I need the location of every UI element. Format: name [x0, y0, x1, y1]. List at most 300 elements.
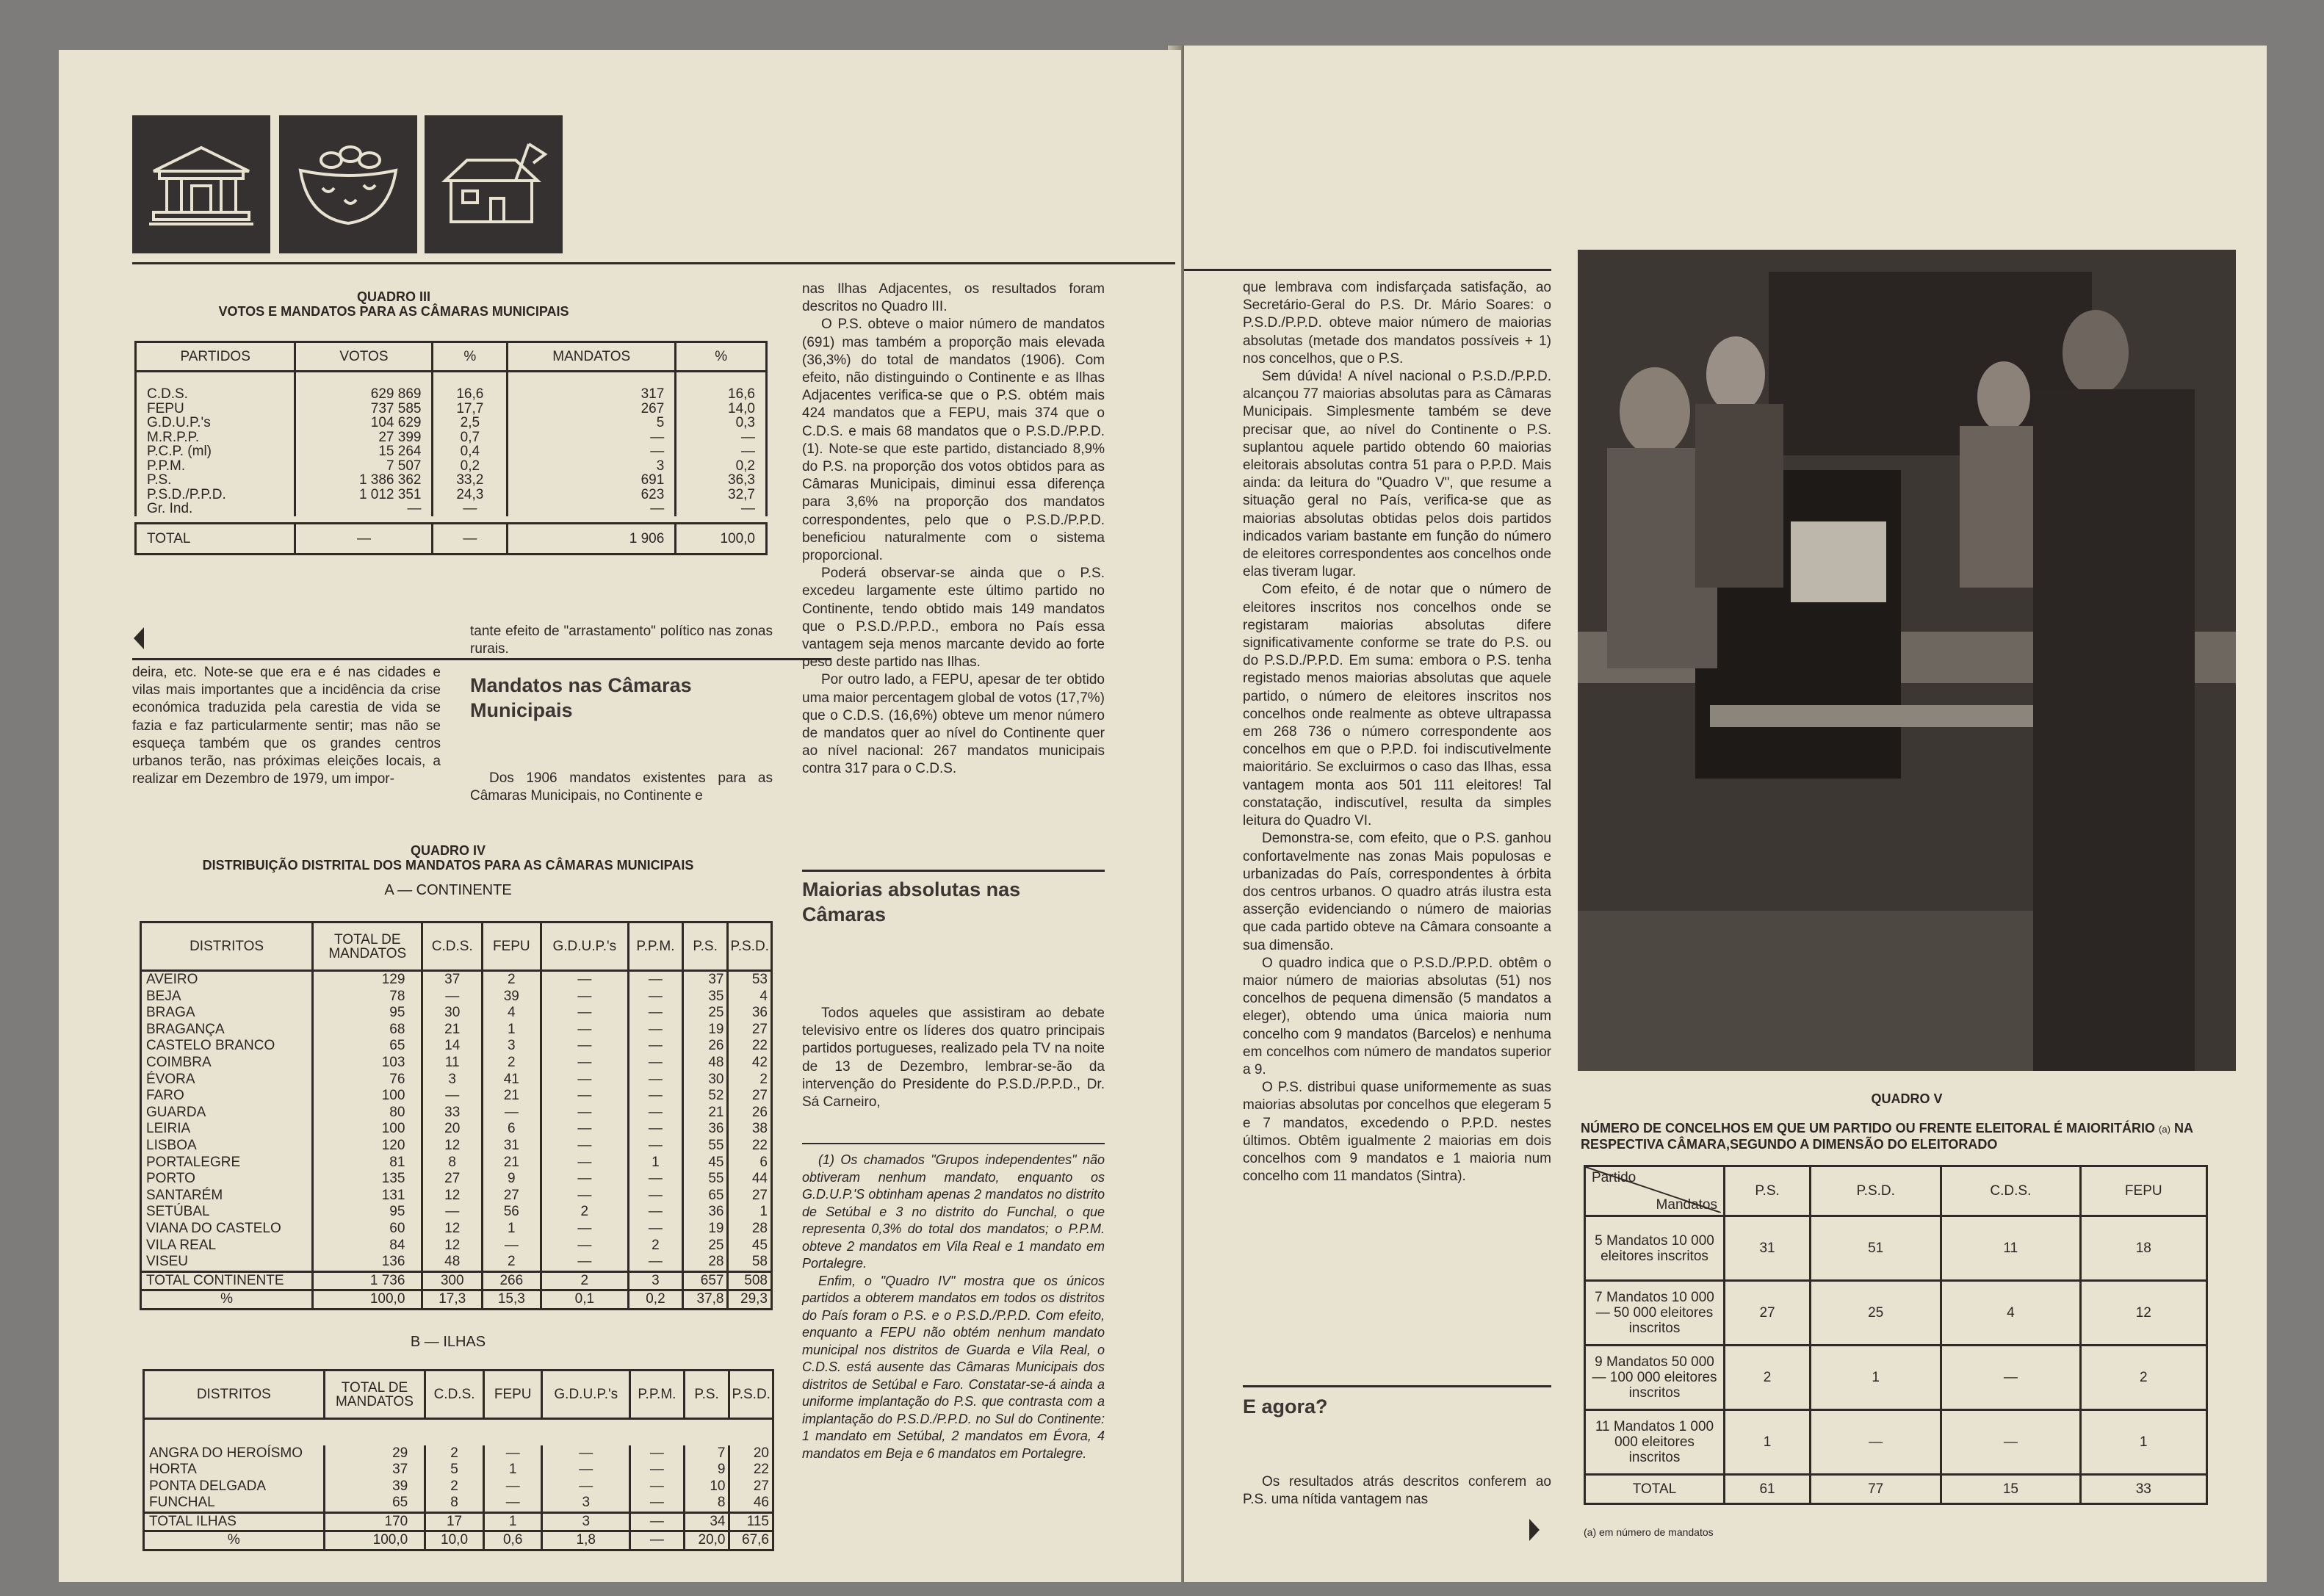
- table-cell: 10,0: [425, 1531, 484, 1550]
- top-rule: [1184, 269, 1551, 271]
- right-page: [1184, 46, 2267, 1582]
- paragraph: deira, etc. Note-se que era e é nas cidades e vilas mais importantes que a incidência da crise económica traduzida pela carestia de vida se fazia e faz particularmente sentir; mas não se esqueça também que os grandes centros urbanos terão, nas próximas eleições locais, a realizar em Dezembro de 1979, um impor-: [132, 665, 441, 787]
- table-cell: —: [541, 1038, 628, 1055]
- table-cell: 12: [2080, 1281, 2206, 1346]
- quadro-5-table: [1584, 1165, 2208, 1505]
- table-cell: VIANA DO CASTELO: [141, 1221, 313, 1238]
- table-cell: 31: [1725, 1216, 1811, 1281]
- quadro-4-subtitle-b: B — ILHAS: [410, 1334, 486, 1350]
- quadro-5-title-line2: NÚMERO DE CONCELHOS EM QUE UM PARTIDO OU FRENTE ELEITORAL É MAIORITÁRIO: [1581, 1121, 2156, 1135]
- paragraph: Por outro lado, a FEPU, apesar de ter obtido uma maior percentagem global de votos (17,7%) que o C.D.S. (16,6%) obteve um menor número de mandatos quer ao nível do Continente quer ao nível nacional: 267 mandatos municipais contra 317 para o C.D.S.: [802, 672, 1105, 777]
- table-cell: 0,7: [433, 430, 508, 445]
- table-cell: 2: [483, 971, 541, 989]
- table-cell: 2: [1725, 1346, 1811, 1410]
- column-header: P.S.D.: [729, 1371, 773, 1419]
- table-cell: 1: [483, 1221, 541, 1238]
- table-cell: 16,6: [433, 372, 508, 402]
- table-row: [141, 1204, 772, 1221]
- table-cell: 12: [422, 1188, 483, 1205]
- quadro-5-note: (a) em número de mandatos: [1584, 1526, 1714, 1538]
- quadro-5-title-line1: QUADRO V: [1871, 1091, 1943, 1106]
- table-cell: 95: [313, 1005, 422, 1022]
- table-cell: 129: [313, 971, 422, 989]
- table-row: [144, 1462, 773, 1478]
- table-cell: 21: [483, 1088, 541, 1105]
- table-cell: 60: [313, 1221, 422, 1238]
- table-cell: 65: [682, 1188, 728, 1205]
- table-row: [144, 1495, 773, 1512]
- table-cell: 3: [542, 1512, 630, 1531]
- table-cell: 7 507: [295, 459, 433, 474]
- table-cell: —: [541, 1155, 628, 1171]
- table-cell: 25: [1811, 1281, 1941, 1346]
- table-cell: %: [141, 1290, 313, 1310]
- table-cell: 84: [313, 1238, 422, 1254]
- table-cell: ANGRA DO HEROÍSMO: [144, 1445, 325, 1462]
- table-row: [136, 488, 767, 502]
- table-cell: 28: [728, 1221, 772, 1238]
- table-row: [141, 1155, 772, 1171]
- article-column-1: [132, 664, 441, 788]
- table-row: [141, 971, 772, 989]
- table-cell: 61: [1725, 1475, 1811, 1504]
- row-label: 5 Mandatos 10 000 eleitores inscritos: [1585, 1216, 1725, 1281]
- table-cell: —: [541, 1055, 628, 1072]
- section-heading-mandatos: Mandatos nas Câmaras Municipais: [470, 674, 692, 721]
- table-cell: 36: [728, 1005, 772, 1022]
- table-cell: 95: [313, 1204, 422, 1221]
- table-cell: PONTA DELGADA: [144, 1478, 325, 1495]
- table-cell: 2: [728, 1072, 772, 1088]
- table-cell: —: [541, 1221, 628, 1238]
- table-cell: 2: [2080, 1346, 2206, 1410]
- table-cell: 38: [728, 1121, 772, 1138]
- paragraph: O quadro indica que o P.S.D./P.P.D. obtêm o maior número de maiorias absolutas (51) nos concelhos de pequena dimensão (5 mandatos a eleger), obtendo uma única maioria num concelho com 9 mandatos (Barcelos) e nenhuma em concelhos com número de mandatos superior a 9.: [1243, 955, 1551, 1077]
- table-cell: 100,0: [676, 524, 767, 555]
- table-cell: 37: [682, 971, 728, 989]
- table-cell: —: [483, 1105, 541, 1122]
- quadro-4-body-b: [144, 1445, 773, 1550]
- table-cell: —: [542, 1462, 630, 1478]
- table-cell: —: [508, 444, 676, 459]
- table-cell: —: [676, 502, 767, 516]
- table-cell: 691: [508, 473, 676, 488]
- quadro-4-subtitle-a: A — CONTINENTE: [384, 882, 512, 898]
- table-cell: 1: [483, 1512, 542, 1531]
- table-cell: 35: [682, 989, 728, 1005]
- table-cell: 1: [483, 1022, 541, 1039]
- table-cell: PORTO: [141, 1171, 313, 1188]
- table-cell: —: [630, 1531, 685, 1550]
- paragraph: tante efeito de "arrastamento" político nas zonas rurais.: [470, 624, 773, 657]
- table-cell: 1 736: [313, 1271, 422, 1290]
- table-cell: 78: [313, 989, 422, 1005]
- table-cell: —: [295, 524, 433, 555]
- table-cell: 3: [422, 1072, 483, 1088]
- quadro-3-title-line1: QUADRO III: [356, 289, 430, 304]
- quadro-5-body: [1585, 1216, 2207, 1504]
- table-cell: 100: [313, 1088, 422, 1105]
- percent-row: [141, 1290, 772, 1310]
- table-row: [136, 416, 767, 430]
- table-cell: 1 906: [508, 524, 676, 555]
- footnotes: [802, 1152, 1105, 1462]
- table-row: [141, 1121, 772, 1138]
- table-row-spacer: [136, 516, 767, 524]
- table-cell: —: [541, 989, 628, 1005]
- table-header-row: [141, 922, 772, 971]
- table-cell: 22: [729, 1462, 773, 1478]
- column-header: TOTAL DE MANDATOS: [313, 922, 422, 971]
- table-cell: 104 629: [295, 416, 433, 430]
- total-row: [144, 1512, 773, 1531]
- table-cell: —: [630, 1445, 685, 1462]
- table-cell: 46: [729, 1495, 773, 1512]
- table-cell: G.D.U.P.'s: [136, 416, 295, 430]
- quadro-5-subtitle: [1581, 1121, 2234, 1152]
- table-cell: —: [629, 1254, 683, 1271]
- table-cell: —: [629, 989, 683, 1005]
- table-cell: 135: [313, 1171, 422, 1188]
- table-cell: LEIRIA: [141, 1121, 313, 1138]
- table-cell: FEPU: [136, 402, 295, 416]
- table-cell: 170: [324, 1512, 425, 1531]
- table-cell: —: [483, 1495, 542, 1512]
- table-cell: 2: [541, 1204, 628, 1221]
- quadro-3-body: [136, 372, 767, 524]
- footnote: (1) Os chamados "Grupos independentes" não obtiveram nenhum mandato, enquanto os G.D.U.P.'S obtinham apenas 2 mandatos no distrito de Setúbal e 3 no distrito do Funchal, o que representa 0,3% do total dos mandatos; o P.P.M. obteve 2 mandatos em Vila Real e 1 mandato em Portalegre.: [802, 1152, 1105, 1271]
- table-cell: 17,3: [422, 1290, 483, 1310]
- table-cell: 25: [682, 1238, 728, 1254]
- table-cell: 55: [682, 1138, 728, 1155]
- table-cell: 14: [422, 1038, 483, 1055]
- table-cell: 22: [728, 1038, 772, 1055]
- table-cell: 1: [1725, 1410, 1811, 1475]
- article-column-2-continued: [470, 770, 773, 805]
- table-cell: 19: [682, 1022, 728, 1039]
- quadro-5-title: [1578, 1091, 2236, 1106]
- column-header: MANDATOS: [508, 342, 676, 372]
- table-cell: 45: [728, 1238, 772, 1254]
- table-cell: 27: [1725, 1281, 1811, 1346]
- table-cell: —: [630, 1512, 685, 1531]
- table-row: [136, 402, 767, 416]
- section-rule: [1243, 1385, 1551, 1387]
- table-cell: 131: [313, 1188, 422, 1205]
- table-cell: —: [541, 1188, 628, 1205]
- column-header: TOTAL DE MANDATOS: [324, 1371, 425, 1419]
- table-row: [144, 1445, 773, 1462]
- table-row: [141, 1038, 772, 1055]
- article-column-3: [802, 281, 1105, 779]
- column-header: %: [433, 342, 508, 372]
- footnote-rule: [802, 1143, 1105, 1144]
- footnote: Enfim, o "Quadro IV" mostra que os únicos partidos a obterem mandatos em todos os distritos do País foram o P.S. e o P.S.D./P.P.D. Com efeito, enquanto a FEPU não obtém nenhum mandato municipal nos distritos de Guarda e Vila Real, o C.D.S. está ausente das Câmaras Municipais dos distritos de Setúbal e Faro. Constatar-se-á ainda a uniforme implantação do P.S. que contrasta com a implantação do P.S.D./P.P.D. no Sul do Continente: 1 mandato em Setúbal, 2 mandatos em Évora, 4 mandatos em Beja e 6 mandatos em Portalegre.: [802, 1273, 1105, 1461]
- column-header: G.D.U.P.'s: [541, 922, 628, 971]
- table-cell: 55: [682, 1171, 728, 1188]
- table-row: [144, 1478, 773, 1495]
- table-cell: —: [295, 502, 433, 516]
- table-cell: 26: [728, 1105, 772, 1122]
- quadro-5-title-line3: NA RESPECTIVA CÂMARA,SEGUNDO A DIMENSÃO DO ELEITORADO: [1581, 1121, 2193, 1152]
- table-cell: —: [630, 1495, 685, 1512]
- table-cell: 17: [425, 1512, 484, 1531]
- paragraph: Os resultados atrás descritos conferem ao P.S. uma nítida vantagem nas: [1243, 1474, 1551, 1508]
- table-cell: 657: [682, 1271, 728, 1290]
- table-cell: 14,0: [676, 402, 767, 416]
- table-cell: 12: [422, 1221, 483, 1238]
- table-cell: 81: [313, 1155, 422, 1171]
- table-cell: 27: [728, 1022, 772, 1039]
- table-cell: 120: [313, 1138, 422, 1155]
- table-cell: 2: [425, 1445, 484, 1462]
- table-cell: 4: [728, 989, 772, 1005]
- table-cell: —: [629, 1138, 683, 1155]
- table-cell: 3: [483, 1038, 541, 1055]
- percent-row: [144, 1531, 773, 1550]
- left-page: [59, 50, 1181, 1582]
- table-cell: 65: [313, 1038, 422, 1055]
- table-cell: 36,3: [676, 473, 767, 488]
- table-cell: 77: [1811, 1475, 1941, 1504]
- table-cell: VILA REAL: [141, 1238, 313, 1254]
- paragraph: Poderá observar-se ainda que o P.S. excedeu largamente este último partido no Continente, tendo obtido mais 149 mandatos que o P.S.D./P.P.D., embora no País essa vantagem seja menos marcante devido ao forte peso deste partido nas Ilhas.: [802, 566, 1105, 671]
- table-cell: 7: [684, 1445, 729, 1462]
- table-cell: 2: [483, 1055, 541, 1072]
- table-cell: 22: [728, 1138, 772, 1155]
- row-label: 9 Mandatos 50 000 — 100 000 eleitores inscritos: [1585, 1346, 1725, 1410]
- table-cell: 58: [728, 1254, 772, 1271]
- table-cell: —: [541, 1022, 628, 1039]
- table-cell: 31: [483, 1138, 541, 1155]
- row-label: 7 Mandatos 10 000 — 50 000 eleitores inscritos: [1585, 1281, 1725, 1346]
- column-header: C.D.S.: [422, 922, 483, 971]
- table-cell: —: [629, 1121, 683, 1138]
- table-cell: —: [542, 1445, 630, 1462]
- table-cell: —: [541, 1171, 628, 1188]
- table-cell: 100,0: [324, 1531, 425, 1550]
- table-cell: FUNCHAL: [144, 1495, 325, 1512]
- column-header: P.S.: [682, 922, 728, 971]
- house-flag-icon: [425, 115, 563, 253]
- table-cell: 48: [422, 1254, 483, 1271]
- table-cell: 52: [682, 1088, 728, 1105]
- table-cell: —: [629, 1072, 683, 1088]
- table-cell: 103: [313, 1055, 422, 1072]
- table-cell: —: [542, 1478, 630, 1495]
- table-cell: 737 585: [295, 402, 433, 416]
- table-cell: 37,8: [682, 1290, 728, 1310]
- table-cell: 5: [425, 1462, 484, 1478]
- table-row: [136, 502, 767, 516]
- table-row: [141, 1254, 772, 1271]
- table-row: [1585, 1216, 2207, 1281]
- column-header: FEPU: [483, 922, 541, 971]
- table-cell: 33,2: [433, 473, 508, 488]
- table-cell: —: [629, 1055, 683, 1072]
- table-cell: 20: [729, 1445, 773, 1462]
- article-column-2: [470, 623, 773, 658]
- table-cell: VISEU: [141, 1254, 313, 1271]
- table-cell: —: [541, 1088, 628, 1105]
- table-cell: 8: [425, 1495, 484, 1512]
- column-header: P.P.M.: [629, 922, 683, 971]
- quadro-3-total-row: [136, 524, 767, 555]
- table-cell: 42: [728, 1055, 772, 1072]
- table-cell: 0,2: [676, 459, 767, 474]
- table-cell: P.S.: [136, 473, 295, 488]
- table-cell: SANTARÉM: [141, 1188, 313, 1205]
- table-cell: 1: [728, 1204, 772, 1221]
- table-row: [141, 989, 772, 1005]
- table-cell: 32,7: [676, 488, 767, 502]
- table-row: [1585, 1281, 2207, 1346]
- article-column-right-end: [1243, 1473, 1551, 1509]
- table-cell: —: [629, 1022, 683, 1039]
- table-cell: 25: [682, 1005, 728, 1022]
- quadro-4-table-a: [140, 921, 773, 1310]
- table-row: [141, 1072, 772, 1088]
- total-row: [141, 1271, 772, 1290]
- table-cell: 2,5: [433, 416, 508, 430]
- corner-label-mandates: Mandatos: [1656, 1197, 1717, 1213]
- article-column-right: [1243, 279, 1551, 1185]
- table-cell: 1: [629, 1155, 683, 1171]
- table-cell: 100: [313, 1121, 422, 1138]
- table-cell: 16,6: [676, 372, 767, 402]
- table-cell: —: [433, 524, 508, 555]
- table-cell: 8: [684, 1495, 729, 1512]
- column-header: G.D.U.P.'s: [542, 1371, 630, 1419]
- table-cell: 17,7: [433, 402, 508, 416]
- table-cell: 12: [422, 1238, 483, 1254]
- table-cell: 1 386 362: [295, 473, 433, 488]
- section-rule: [802, 870, 1105, 872]
- table-cell: 6: [483, 1121, 541, 1138]
- top-rule: [132, 262, 1175, 264]
- table-cell: 2: [483, 1254, 541, 1271]
- fruit-bowl-icon: [279, 115, 417, 253]
- table-row: [141, 1055, 772, 1072]
- table-cell: 51: [1811, 1216, 1941, 1281]
- table-cell: 29: [324, 1445, 425, 1462]
- table-cell: 28: [682, 1254, 728, 1271]
- table-cell: —: [483, 1478, 542, 1495]
- table-cell: 21: [483, 1155, 541, 1171]
- column-header: C.D.S.: [1941, 1166, 2080, 1216]
- table-row: [136, 459, 767, 474]
- table-cell: 9: [483, 1171, 541, 1188]
- column-header: P.P.M.: [630, 1371, 685, 1419]
- table-cell: 3: [629, 1271, 683, 1290]
- table-cell: 27 399: [295, 430, 433, 445]
- table-row: [136, 372, 767, 402]
- quadro-4-title-line1: QUADRO IV: [410, 843, 486, 858]
- quadro-4-title: [132, 843, 764, 873]
- column-header: DISTRITOS: [141, 922, 313, 971]
- table-cell: 41: [483, 1072, 541, 1088]
- table-cell: —: [629, 1188, 683, 1205]
- table-cell: LISBOA: [141, 1138, 313, 1155]
- table-cell: 27: [422, 1171, 483, 1188]
- table-cell: COIMBRA: [141, 1055, 313, 1072]
- table-cell: 0,1: [541, 1290, 628, 1310]
- table-cell: P.S.D./P.P.D.: [136, 488, 295, 502]
- table-cell: 100,0: [313, 1290, 422, 1310]
- table-cell: —: [1811, 1410, 1941, 1475]
- column-header: FEPU: [2080, 1166, 2206, 1216]
- table-cell: SETÚBAL: [141, 1204, 313, 1221]
- table-cell: 0,2: [433, 459, 508, 474]
- next-page-arrow: [1529, 1519, 1540, 1541]
- table-cell: P.P.M.: [136, 459, 295, 474]
- row-label: TOTAL: [1585, 1475, 1725, 1504]
- paragraph: nas Ilhas Adjacentes, os resultados foram descritos no Quadro III.: [802, 281, 1105, 315]
- corner-label-party: Partido: [1592, 1170, 1636, 1185]
- table-cell: 623: [508, 488, 676, 502]
- table-cell: —: [541, 1238, 628, 1254]
- table-row: [141, 1188, 772, 1205]
- paragraph: que lembrava com indisfarçada satisfação, ao Secretário-Geral do P.S. Dr. Mário Soares: o P.S.D./P.P.D. obteve maior número de maiorias absolutas (metade dos mandatos possíveis + 1) nos concelhos, que o P.S.: [1243, 280, 1551, 366]
- paragraph: Dos 1906 mandatos existentes para as Câmaras Municipais, no Continente e: [470, 770, 773, 804]
- table-cell: —: [541, 971, 628, 989]
- table-cell: BRAGANÇA: [141, 1022, 313, 1039]
- table-cell: 11: [1941, 1216, 2080, 1281]
- table-cell: —: [541, 1105, 628, 1122]
- column-header: P.S.D.: [728, 922, 772, 971]
- table-cell: 29,3: [728, 1290, 772, 1310]
- table-row: [1585, 1346, 2207, 1410]
- table-cell: —: [676, 430, 767, 445]
- table-cell: —: [629, 1105, 683, 1122]
- table-cell: AVEIRO: [141, 971, 313, 989]
- table-spacer: [144, 1419, 773, 1445]
- table-cell: 12: [422, 1138, 483, 1155]
- table-cell: 36: [682, 1204, 728, 1221]
- table-cell: 3: [542, 1495, 630, 1512]
- paragraph: Sem dúvida! A nível nacional o P.S.D./P.P.D. alcançou 77 maiorias absolutas para as Câmaras Municipais. Simplesmente também se deve precisar que, ao nível do Continente o P.S. suplantou aquele partido obtendo 60 maiorias eleitorais absolutas contra 51 para o P.P.D. Mais ainda: da leitura do "Quadro V", que resume a situação geral no País, verifica-se que as maiorias absolutas obtidas pelos dois partidos indicados variam bastante em função do número de eleitores correspondentes aos concelhos onde elas tiveram lugar.: [1243, 369, 1551, 580]
- table-cell: C.D.S.: [136, 372, 295, 402]
- polling-station-photo: [1578, 250, 2236, 1071]
- table-cell: TOTAL CONTINENTE: [141, 1271, 313, 1290]
- table-row: [141, 1238, 772, 1254]
- table-cell: TOTAL ILHAS: [144, 1512, 325, 1531]
- column-header: %: [676, 342, 767, 372]
- column-header: VOTOS: [295, 342, 433, 372]
- corner-header: [1585, 1166, 1725, 1216]
- column-header: C.D.S.: [425, 1371, 484, 1419]
- table-cell: 9: [684, 1462, 729, 1478]
- table-cell: —: [1941, 1346, 2080, 1410]
- quadro-4-table-b: [142, 1369, 774, 1551]
- table-row: [141, 1138, 772, 1155]
- table-cell: —: [629, 1171, 683, 1188]
- quadro-3-title-line2: VOTOS E MANDATOS PARA AS CÂMARAS MUNICIPAIS: [218, 304, 569, 319]
- table-cell: —: [508, 430, 676, 445]
- table-cell: 0,6: [483, 1531, 542, 1550]
- table-cell: 45: [682, 1155, 728, 1171]
- table-cell: 3: [508, 459, 676, 474]
- table-cell: 1: [483, 1462, 542, 1478]
- table-cell: ÉVORA: [141, 1072, 313, 1088]
- table-cell: —: [422, 1088, 483, 1105]
- table-cell: —: [630, 1478, 685, 1495]
- table-cell: —: [541, 1121, 628, 1138]
- table-cell: —: [629, 1088, 683, 1105]
- table-cell: 1 012 351: [295, 488, 433, 502]
- table-cell: 24,3: [433, 488, 508, 502]
- table-header-row: [1585, 1166, 2207, 1216]
